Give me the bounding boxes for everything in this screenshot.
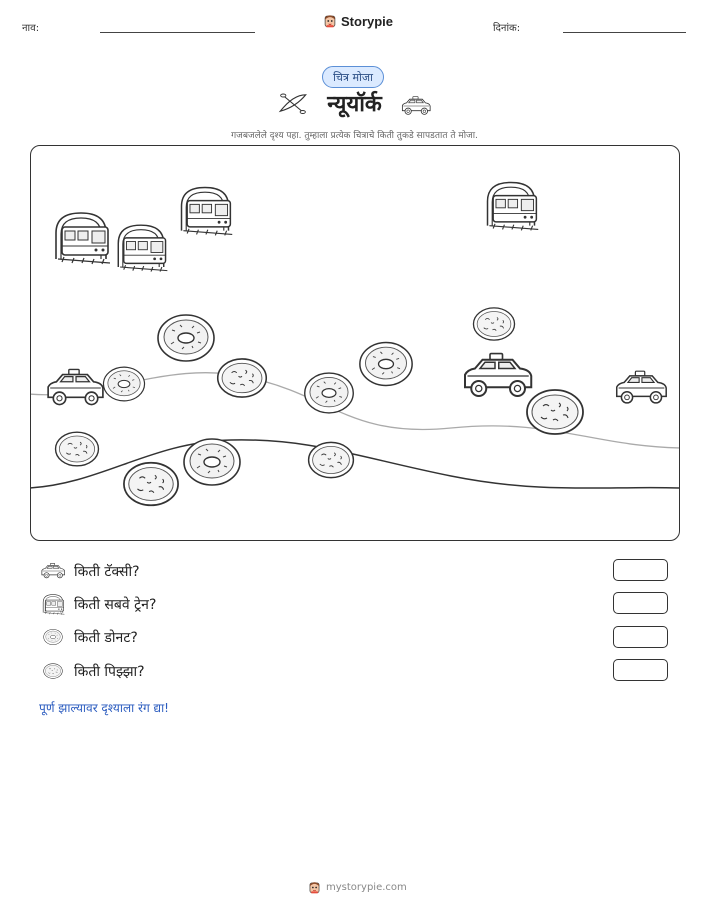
storypie-mascot-icon [323,13,337,29]
instructions: गजबजलेले दृश्य पहा. तुम्हाला प्रत्येक चित्राचे किती तुकडे सापडतात ते मोजा. [231,131,478,141]
donut-3 [305,373,354,413]
counting-scene [30,145,680,541]
answer-box-donut[interactable] [613,626,668,648]
question-taxi [40,559,140,583]
pizza-2 [56,432,99,466]
pizza-3 [124,463,178,506]
subway-train-1 [56,213,110,264]
pizza-6 [527,390,583,434]
footer-url: mystorypie.com [326,882,407,893]
pizza-4 [309,442,354,477]
name-write-line[interactable] [100,32,255,33]
pizza-5 [473,308,514,340]
answer-box-taxi[interactable] [613,559,668,581]
answer-box-pizza[interactable] [613,659,668,681]
donut-4 [360,343,412,386]
taxi-3 [617,371,666,403]
date-write-line[interactable] [563,32,686,33]
question-text: किती सबवे ट्रेन? [74,596,157,613]
taxi-1 [48,369,103,404]
page-title: न्यूयॉर्क [327,92,382,117]
footer [308,880,407,895]
subway-train-4 [488,182,539,230]
pizza-icon [40,661,66,681]
donut-5 [184,439,240,485]
subway-train-2 [118,225,167,271]
coloring-note: पूर्ण झाल्यावर दृश्याला रंग द्या! [39,701,169,715]
scene-illustration [31,146,680,541]
question-donut [40,625,138,649]
brand-logo [323,13,393,29]
subway-train-icon [40,593,66,615]
question-text: किती डोनट? [74,629,138,646]
pizza-1 [218,359,267,397]
name-label: नाव: [22,23,40,34]
taxi-icon [40,562,66,580]
question-pizza [40,659,145,683]
storypie-mascot-icon [308,880,321,895]
answer-box-subway-train[interactable] [613,592,668,614]
donut-1 [158,315,214,361]
taxi-icon [400,95,432,117]
taxi-2 [465,354,531,397]
donut-icon [40,627,66,647]
question-text: किती पिझ्झा? [74,663,145,680]
activity-badge: चित्र मोजा [322,66,384,88]
date-label: दिनांक: [493,23,521,34]
question-subway-train [40,592,156,616]
donut-2 [103,367,144,401]
brand-name: Storypie [341,13,394,29]
question-text: किती टॅक्सी? [74,563,140,580]
subway-train-3 [182,187,233,235]
